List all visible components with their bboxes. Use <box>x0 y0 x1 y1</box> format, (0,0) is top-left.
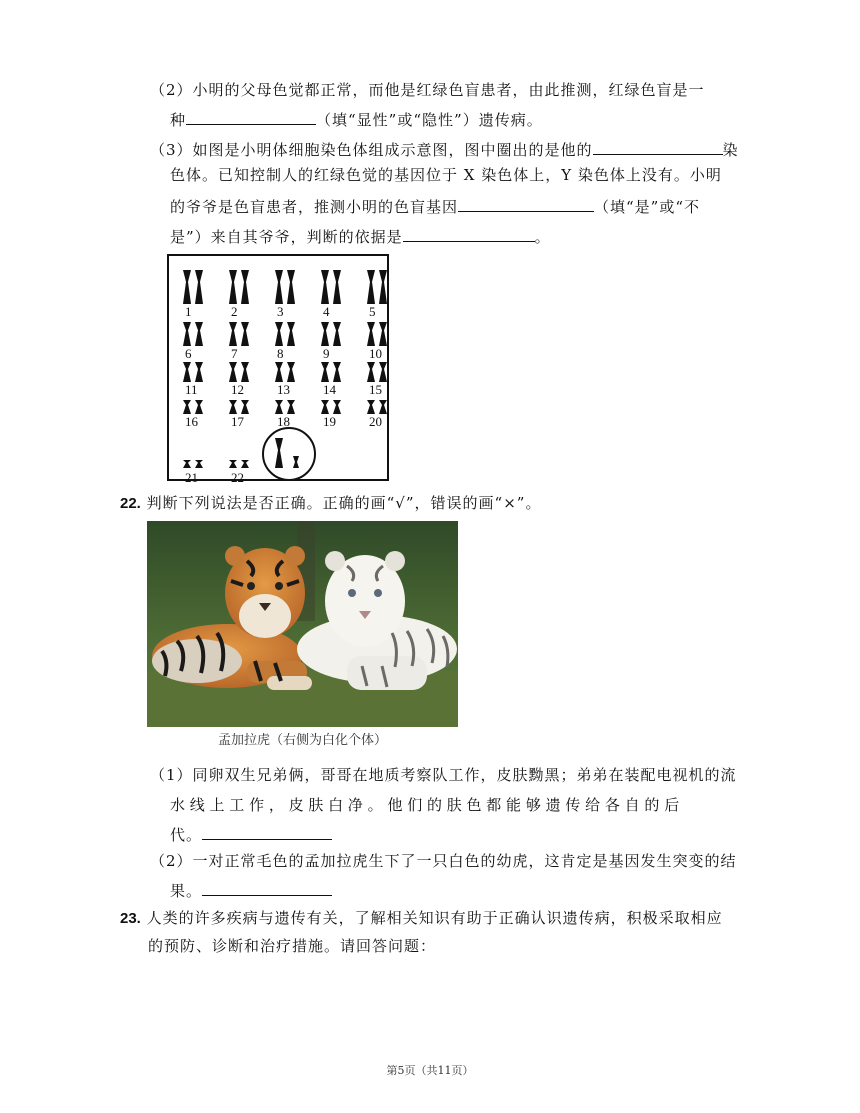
chromosome-label: 20 <box>369 414 382 429</box>
photo-caption: 孟加拉虎（右侧为白化个体） <box>147 728 458 754</box>
answer-blank-judge-2[interactable] <box>202 879 332 896</box>
q21-part3-text-f: 。 <box>534 228 551 246</box>
chromosome-pair-20 <box>367 400 387 414</box>
chromosome-pair-6 <box>183 322 203 346</box>
q22-part2-line2 <box>170 879 332 901</box>
q21-part3-text-d: （填“是”或“不 <box>594 198 701 216</box>
chromosome-pair-9 <box>321 322 341 346</box>
q22-part1-line1: （1）同卵双生兄弟俩，哥哥在地质考察队工作，皮肤黝黑；弟弟在装配电视机的流 <box>150 766 737 784</box>
q22-stem <box>120 493 541 514</box>
chromosome-pair-2 <box>229 270 249 304</box>
chromosome-label: 11 <box>185 382 198 397</box>
q21-part2-line2 <box>170 108 543 130</box>
chromosome-label: 19 <box>323 414 336 429</box>
chromosome-label: 9 <box>323 346 330 361</box>
chromosome-pair-7 <box>229 322 249 346</box>
q22-part1-text: 代。 <box>170 826 203 844</box>
chromosome-pair-17 <box>229 400 249 414</box>
q22-stem-text: 判断下列说法是否正确。正确的画“√”，错误的画“×”。 <box>146 494 542 512</box>
chromosome-pair-4 <box>321 270 341 304</box>
chromosome-label: 10 <box>369 346 382 361</box>
chromosome-pair-22 <box>229 460 249 468</box>
q21-part2-text-a: 种 <box>170 111 187 129</box>
chromosome-label: 6 <box>185 346 192 361</box>
chromosome-label: 12 <box>231 382 244 397</box>
answer-blank-origin[interactable] <box>458 195 594 212</box>
sex-chromosome-circle <box>263 428 315 479</box>
q21-part2-text-b: （填“显性”或“隐性”）遗传病。 <box>316 111 543 129</box>
chromosome-pair-19 <box>321 400 341 414</box>
chromosome-pair-18 <box>275 400 295 414</box>
chromosome-pair-1 <box>183 270 203 304</box>
q21-part3-line3 <box>170 195 700 217</box>
chromosome-label: 16 <box>185 414 198 429</box>
q22-part2-line1: （2）一对正常毛色的孟加拉虎生下了一只白色的幼虎，这肯定是基因发生突变的结 <box>150 852 737 870</box>
chromosome-label: 13 <box>277 382 290 397</box>
chromosome-label: 1 <box>185 304 192 319</box>
answer-blank-chromosome[interactable] <box>593 138 723 155</box>
karyotype-figure <box>167 254 389 485</box>
q22-part2-text: 果。 <box>170 882 203 900</box>
answer-blank-judge-1[interactable] <box>202 823 332 840</box>
q21-part3-line4 <box>170 225 551 247</box>
answer-blank-dominance[interactable] <box>186 108 316 125</box>
q21-part2-line1: （2）小明的父母色觉都正常，而他是红绿色盲患者，由此推测，红绿色盲是一 <box>150 81 705 99</box>
chromosome-label: 15 <box>369 382 382 397</box>
chromosome-label: 7 <box>231 346 238 361</box>
chromosome-pair-10 <box>367 322 387 346</box>
chromosome-label: 14 <box>323 382 336 397</box>
chromosome-label: 17 <box>231 414 244 429</box>
chromosome-pair-8 <box>275 322 295 346</box>
chromosome-pair-11 <box>183 362 203 382</box>
q23-line1 <box>120 908 723 929</box>
q21-part3-text-e: 是”）来自其爷爷，判断的依据是 <box>170 228 403 246</box>
chromosome-label: 5 <box>369 304 376 319</box>
q21-part3-line1 <box>150 138 739 160</box>
bengal-tigers-photo <box>147 521 458 727</box>
chromosome-pair-12 <box>229 362 249 382</box>
chromosome-label: 4 <box>323 304 330 319</box>
chromosome-pair-15 <box>367 362 387 382</box>
chromosome-label: 21 <box>185 470 198 485</box>
q22-part1-line3 <box>170 823 332 845</box>
chromosome-pair-13 <box>275 362 295 382</box>
chromosome-label: 18 <box>277 414 290 429</box>
q23-number: 23. <box>120 910 141 927</box>
chromosome-pair-21 <box>183 460 203 468</box>
q22-number: 22. <box>120 495 141 512</box>
sex-chromosomes <box>275 438 299 468</box>
q21-part3-text-b: 染 <box>722 141 739 159</box>
chromosome-pair-16 <box>183 400 203 414</box>
chromosome-label: 22 <box>231 470 244 485</box>
chromosome-pair-3 <box>275 270 295 304</box>
page-footer: 第5页（共11页） <box>386 1064 474 1077</box>
answer-blank-reason[interactable] <box>403 225 535 242</box>
chromosome-label: 8 <box>277 346 284 361</box>
chromosome-pair-14 <box>321 362 341 382</box>
q21-part3-line2: 色体。已知控制人的红绿色觉的基因位于 X 染色体上，Y 染色体上没有。小明 <box>170 166 722 184</box>
q21-part3-text-a: （3）如图是小明体细胞染色体组成示意图，图中圈出的是他的 <box>150 141 593 159</box>
q23-text: 人类的许多疾病与遗传有关，了解相关知识有助于正确认识遗传病，积极采取相应 <box>146 909 723 927</box>
chromosome-label: 2 <box>231 304 238 319</box>
q22-part1-line2: 水 线 上 工 作 ， 皮 肤 白 净 。 他 们 的 肤 色 都 能 够 遗 传 给 各 自 的 后 <box>170 796 680 814</box>
chromosome-pair-5 <box>367 270 387 304</box>
karyotype-chromosomes <box>169 256 387 479</box>
q23-line2: 的预防、诊断和治疗措施。请回答问题： <box>148 937 437 955</box>
chromosome-label: 3 <box>277 304 284 319</box>
q21-part3-text-c: 的爷爷是色盲患者，推测小明的色盲基因 <box>170 198 459 216</box>
